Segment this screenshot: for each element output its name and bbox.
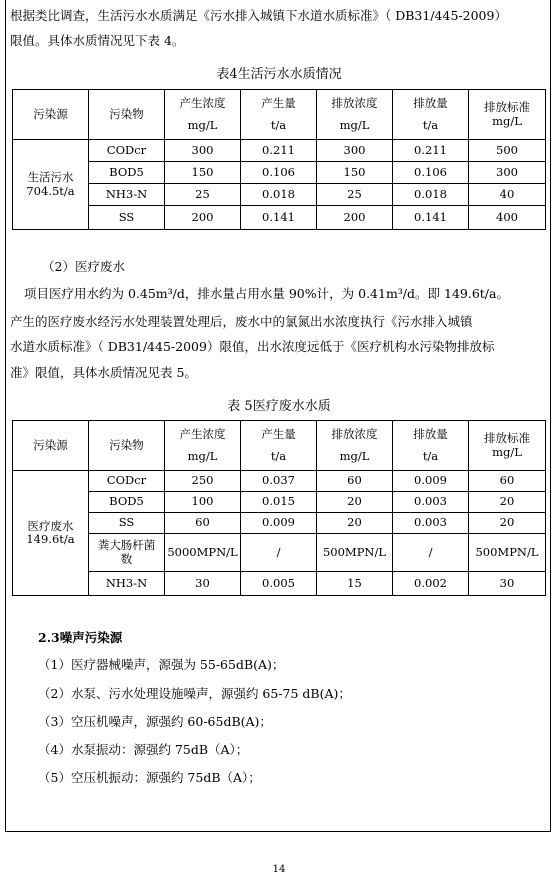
table4-source-cell: 生活污水 704.5t/a (13, 140, 89, 230)
table5-cell: 0.015 (241, 492, 317, 513)
table5-cell: 20 (469, 513, 546, 534)
medical-paragraph-line-3: 水道水质标准》（ DB31/445-2009）限值，出水浓度远低于《医疗机构水污染物排放标 (10, 339, 495, 354)
table4-header-source: 污染源 (13, 90, 89, 140)
table4-cell: BOD5 (89, 162, 165, 184)
table4-cell: 25 (317, 184, 393, 206)
medical-heading: （2）医疗废水 (42, 259, 125, 274)
table5-cell: 0.002 (393, 572, 469, 596)
noise-item-4: （4）水泵振动：源强约 75dB（A）； (38, 742, 249, 757)
table5-cell: 60 (165, 513, 241, 534)
table5-caption: 表 5医疗废水水质 (227, 399, 331, 414)
table4-cell: 0.141 (241, 206, 317, 230)
table5-cell: 粪大肠杆菌数 (89, 534, 165, 572)
page-number: 14 (272, 864, 286, 875)
table5-cell: / (393, 534, 469, 572)
table5-cell: CODcr (89, 471, 165, 492)
table5-cell: 5000MPN/L (165, 534, 241, 572)
table4-cell: 0.211 (241, 140, 317, 162)
table4-cell: 200 (317, 206, 393, 230)
table4-cell: 300 (165, 140, 241, 162)
table5-cell: 30 (165, 572, 241, 596)
noise-item-1: （1）医疗器械噪声，源强为 55-65dB(A)； (38, 657, 285, 672)
table5-cell: 60 (317, 471, 393, 492)
table5 (12, 420, 546, 596)
table-row (13, 492, 546, 513)
table5-cell: 0.009 (241, 513, 317, 534)
noise-item-2: （2）水泵、污水处理设施噪声，源强约 65-75 dB(A)； (38, 686, 351, 701)
noise-item-3: （3）空压机噪声，源强约 60-65dB(A)； (38, 714, 272, 729)
table4-cell: CODcr (89, 140, 165, 162)
medical-paragraph-line-4: 准》限值，具体水质情况见表 5。 (10, 365, 197, 380)
table5-cell: 0.003 (393, 513, 469, 534)
table4-header-standard: 排放标准 mg/L (469, 90, 546, 140)
table4-cell: 300 (469, 162, 546, 184)
table-row (13, 206, 546, 230)
table4-cell: 0.018 (241, 184, 317, 206)
table5-cell: 20 (317, 492, 393, 513)
table5-cell: 100 (165, 492, 241, 513)
medical-paragraph-line-2: 产生的医疗废水经污水处理装置处理后，废水中的氯氮出水浓度执行《污水排入城镇 (10, 314, 473, 329)
table5-cell: 60 (469, 471, 546, 492)
table5-source-cell: 医疗废水 149.6t/a (13, 471, 89, 596)
table5-cell: / (241, 534, 317, 572)
table5-header-standard: 排放标准 mg/L (469, 421, 546, 471)
table5-cell: 250 (165, 471, 241, 492)
table4-cell: 300 (317, 140, 393, 162)
table4-header-row (13, 90, 546, 140)
table5-cell: 500MPN/L (317, 534, 393, 572)
table-row (13, 140, 546, 162)
table4-cell: SS (89, 206, 165, 230)
noise-item-5: （5）空压机振动：源强约 75dB（A）； (38, 770, 261, 785)
table4-cell: 200 (165, 206, 241, 230)
table5-cell: 0.037 (241, 471, 317, 492)
table5-cell: BOD5 (89, 492, 165, 513)
table4-cell: 150 (165, 162, 241, 184)
table-row (13, 162, 546, 184)
table4-cell: 400 (469, 206, 546, 230)
table4-cell: 0.141 (393, 206, 469, 230)
table5-cell: 500MPN/L (469, 534, 546, 572)
table4-cell: NH3-N (89, 184, 165, 206)
table4-cell: 25 (165, 184, 241, 206)
table4-cell: 0.018 (393, 184, 469, 206)
table5-cell: SS (89, 513, 165, 534)
table4-header-discharge-amount: 排放量 t/a (393, 90, 469, 140)
table5-cell: 0.009 (393, 471, 469, 492)
table4-caption: 表4生活污水水质情况 (216, 67, 342, 82)
table-row (13, 572, 546, 596)
intro-line-2: 限值。具体水质情况见下表 4。 (10, 33, 185, 48)
table5-header-discharge-conc: 排放浓度 mg/L (317, 421, 393, 471)
table5-header-conc: 产生浓度 mg/L (165, 421, 241, 471)
table5-cell: 20 (469, 492, 546, 513)
table4-header-pollutant: 污染物 (89, 90, 165, 140)
table4-cell: 0.211 (393, 140, 469, 162)
table4-header-amount: 产生量 t/a (241, 90, 317, 140)
table5-cell: NH3-N (89, 572, 165, 596)
table-row (13, 513, 546, 534)
table5-header-source: 污染源 (13, 421, 89, 471)
table4-cell: 40 (469, 184, 546, 206)
table4-cell: 500 (469, 140, 546, 162)
table-row (13, 184, 546, 206)
medical-paragraph-line-1: 项目医疗用水约为 0.45m³/d，排水量占用水量 90%计，为 0.41m³/d。即 149.6t/a。 (24, 286, 509, 301)
table5-cell: 15 (317, 572, 393, 596)
table5-header-discharge-amount: 排放量 t/a (393, 421, 469, 471)
intro-line-1: 根据类比调查，生活污水水质满足《污水排入城镇下水道水质标准》（ DB31/445-2009） (10, 8, 507, 23)
table5-header-row (13, 421, 546, 471)
table4-cell: 0.106 (393, 162, 469, 184)
table4 (12, 89, 546, 230)
table5-cell: 0.003 (393, 492, 469, 513)
noise-heading: 2.3噪声污染源 (38, 630, 123, 645)
table4-header-discharge-conc: 排放浓度 mg/L (317, 90, 393, 140)
table4-cell: 0.106 (241, 162, 317, 184)
table5-cell: 20 (317, 513, 393, 534)
table-row (13, 471, 546, 492)
table5-cell: 30 (469, 572, 546, 596)
table5-header-amount: 产生量 t/a (241, 421, 317, 471)
table4-header-conc: 产生浓度 mg/L (165, 90, 241, 140)
table4-cell: 150 (317, 162, 393, 184)
table-row (13, 534, 546, 572)
table5-cell: 0.005 (241, 572, 317, 596)
table5-header-pollutant: 污染物 (89, 421, 165, 471)
